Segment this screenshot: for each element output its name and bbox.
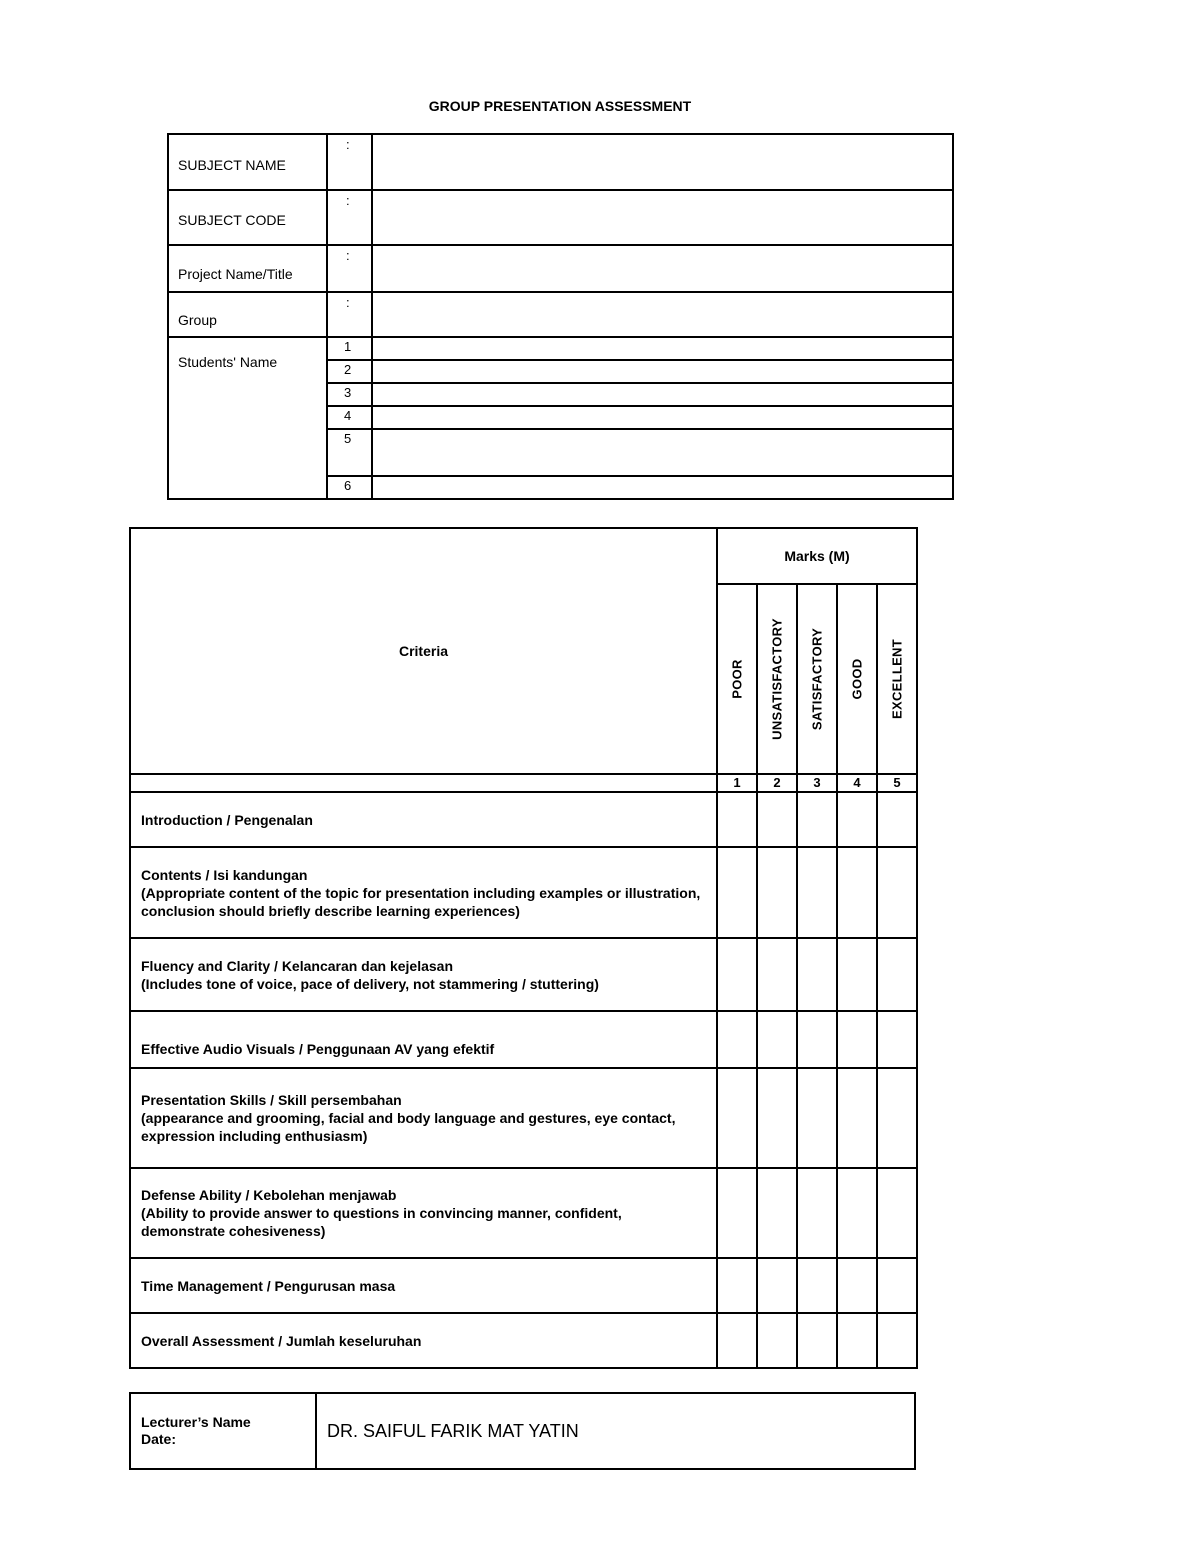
marks-header: Marks (M) <box>717 528 917 584</box>
subject-name-label: SUBJECT NAME <box>168 134 327 190</box>
scale-number: 1 <box>717 774 757 792</box>
mark-cell[interactable] <box>797 847 837 938</box>
mark-cell[interactable] <box>877 792 917 847</box>
criteria-text: Contents / Isi kandungan (Appropriate content of the topic for presentation including examples or illustration, conclusion should briefly describe learning experiences) <box>130 847 717 938</box>
criteria-text: Defense Ability / Kebolehan menjawab (Ability to provide answer to questions in convincing manner, confident, demonstrate cohesiveness) <box>130 1168 717 1258</box>
scale-label-excellent: EXCELLENT <box>877 584 917 774</box>
criteria-row <box>130 1258 917 1313</box>
mark-cell[interactable] <box>717 847 757 938</box>
mark-cell[interactable] <box>877 1011 917 1068</box>
scale-label-satisfactory: SATISFACTORY <box>797 584 837 774</box>
mark-cell[interactable] <box>717 1313 757 1368</box>
criteria-text: Time Management / Pengurusan masa <box>130 1258 717 1313</box>
student-name-field-6[interactable] <box>372 476 953 499</box>
project-name-field[interactable] <box>372 245 953 292</box>
student-number: 2 <box>327 360 372 383</box>
student-name-field-4[interactable] <box>372 406 953 429</box>
mark-cell[interactable] <box>717 1258 757 1313</box>
criteria-row <box>130 938 917 1011</box>
mark-cell[interactable] <box>837 847 877 938</box>
project-name-label: Project Name/Title <box>168 245 327 292</box>
mark-cell[interactable] <box>717 1068 757 1168</box>
mark-cell[interactable] <box>837 1068 877 1168</box>
subject-code-field[interactable] <box>372 190 953 245</box>
mark-cell[interactable] <box>757 847 797 938</box>
scale-label-poor: POOR <box>717 584 757 774</box>
scale-label-good: GOOD <box>837 584 877 774</box>
student-number: 4 <box>327 406 372 429</box>
mark-cell[interactable] <box>877 1258 917 1313</box>
mark-cell[interactable] <box>797 938 837 1011</box>
mark-cell[interactable] <box>837 1258 877 1313</box>
criteria-header: Criteria <box>130 528 717 774</box>
mark-cell[interactable] <box>717 938 757 1011</box>
student-number: 5 <box>327 429 372 476</box>
mark-cell[interactable] <box>877 938 917 1011</box>
criteria-text: Fluency and Clarity / Kelancaran dan kejelasan (Includes tone of voice, pace of delivery, not stammering / stuttering) <box>130 938 717 1011</box>
criteria-text: Introduction / Pengenalan <box>130 792 717 847</box>
lecturer-name-value[interactable]: DR. SAIFUL FARIK MAT YATIN <box>316 1393 915 1469</box>
mark-cell[interactable] <box>797 1011 837 1068</box>
student-name-field-1[interactable] <box>372 337 953 360</box>
criteria-row <box>130 792 917 847</box>
mark-cell[interactable] <box>717 1168 757 1258</box>
lecturer-name-label: Lecturer’s Name <box>141 1414 251 1430</box>
criteria-row <box>130 1011 917 1068</box>
page-title: GROUP PRESENTATION ASSESSMENT <box>428 98 692 114</box>
student-number: 3 <box>327 383 372 406</box>
criteria-text: Overall Assessment / Jumlah keseluruhan <box>130 1313 717 1368</box>
mark-cell[interactable] <box>877 1068 917 1168</box>
mark-cell[interactable] <box>757 792 797 847</box>
mark-cell[interactable] <box>837 1011 877 1068</box>
student-name-field-3[interactable] <box>372 383 953 406</box>
criteria-row <box>130 1068 917 1168</box>
mark-cell[interactable] <box>757 1168 797 1258</box>
group-label: Group <box>168 292 327 337</box>
scale-label-unsatisfactory: UNSATISFACTORY <box>757 584 797 774</box>
colon: : <box>327 134 372 190</box>
mark-cell[interactable] <box>837 1168 877 1258</box>
colon: : <box>327 292 372 337</box>
group-field[interactable] <box>372 292 953 337</box>
scale-spacer <box>130 774 717 792</box>
lecturer-label <box>130 1393 316 1469</box>
criteria-row <box>130 1168 917 1258</box>
mark-cell[interactable] <box>717 792 757 847</box>
mark-cell[interactable] <box>757 1011 797 1068</box>
mark-cell[interactable] <box>757 1258 797 1313</box>
lecturer-table <box>129 1392 916 1470</box>
subject-info-table <box>167 133 954 500</box>
students-name-label: Students' Name <box>168 337 327 499</box>
mark-cell[interactable] <box>797 792 837 847</box>
mark-cell[interactable] <box>757 938 797 1011</box>
scale-number: 3 <box>797 774 837 792</box>
student-name-field-5[interactable] <box>372 429 953 476</box>
mark-cell[interactable] <box>757 1068 797 1168</box>
scale-number: 5 <box>877 774 917 792</box>
mark-cell[interactable] <box>877 1168 917 1258</box>
student-number: 1 <box>327 337 372 360</box>
student-name-field-2[interactable] <box>372 360 953 383</box>
mark-cell[interactable] <box>797 1258 837 1313</box>
criteria-row <box>130 1313 917 1368</box>
subject-code-label: SUBJECT CODE <box>168 190 327 245</box>
mark-cell[interactable] <box>837 1313 877 1368</box>
mark-cell[interactable] <box>797 1168 837 1258</box>
colon: : <box>327 190 372 245</box>
mark-cell[interactable] <box>877 847 917 938</box>
mark-cell[interactable] <box>877 1313 917 1368</box>
criteria-text: Effective Audio Visuals / Penggunaan AV yang efektif <box>130 1011 717 1068</box>
scale-number: 4 <box>837 774 877 792</box>
colon: : <box>327 245 372 292</box>
mark-cell[interactable] <box>797 1313 837 1368</box>
subject-name-field[interactable] <box>372 134 953 190</box>
mark-cell[interactable] <box>717 1011 757 1068</box>
mark-cell[interactable] <box>837 938 877 1011</box>
mark-cell[interactable] <box>757 1313 797 1368</box>
student-number: 6 <box>327 476 372 499</box>
criteria-table <box>129 527 918 1369</box>
criteria-row <box>130 847 917 938</box>
mark-cell[interactable] <box>797 1068 837 1168</box>
date-label: Date: <box>141 1431 177 1447</box>
mark-cell[interactable] <box>837 792 877 847</box>
criteria-text: Presentation Skills / Skill persembahan (appearance and grooming, facial and body language and gestures, eye contact, expression including enthusiasm) <box>130 1068 717 1168</box>
scale-number: 2 <box>757 774 797 792</box>
